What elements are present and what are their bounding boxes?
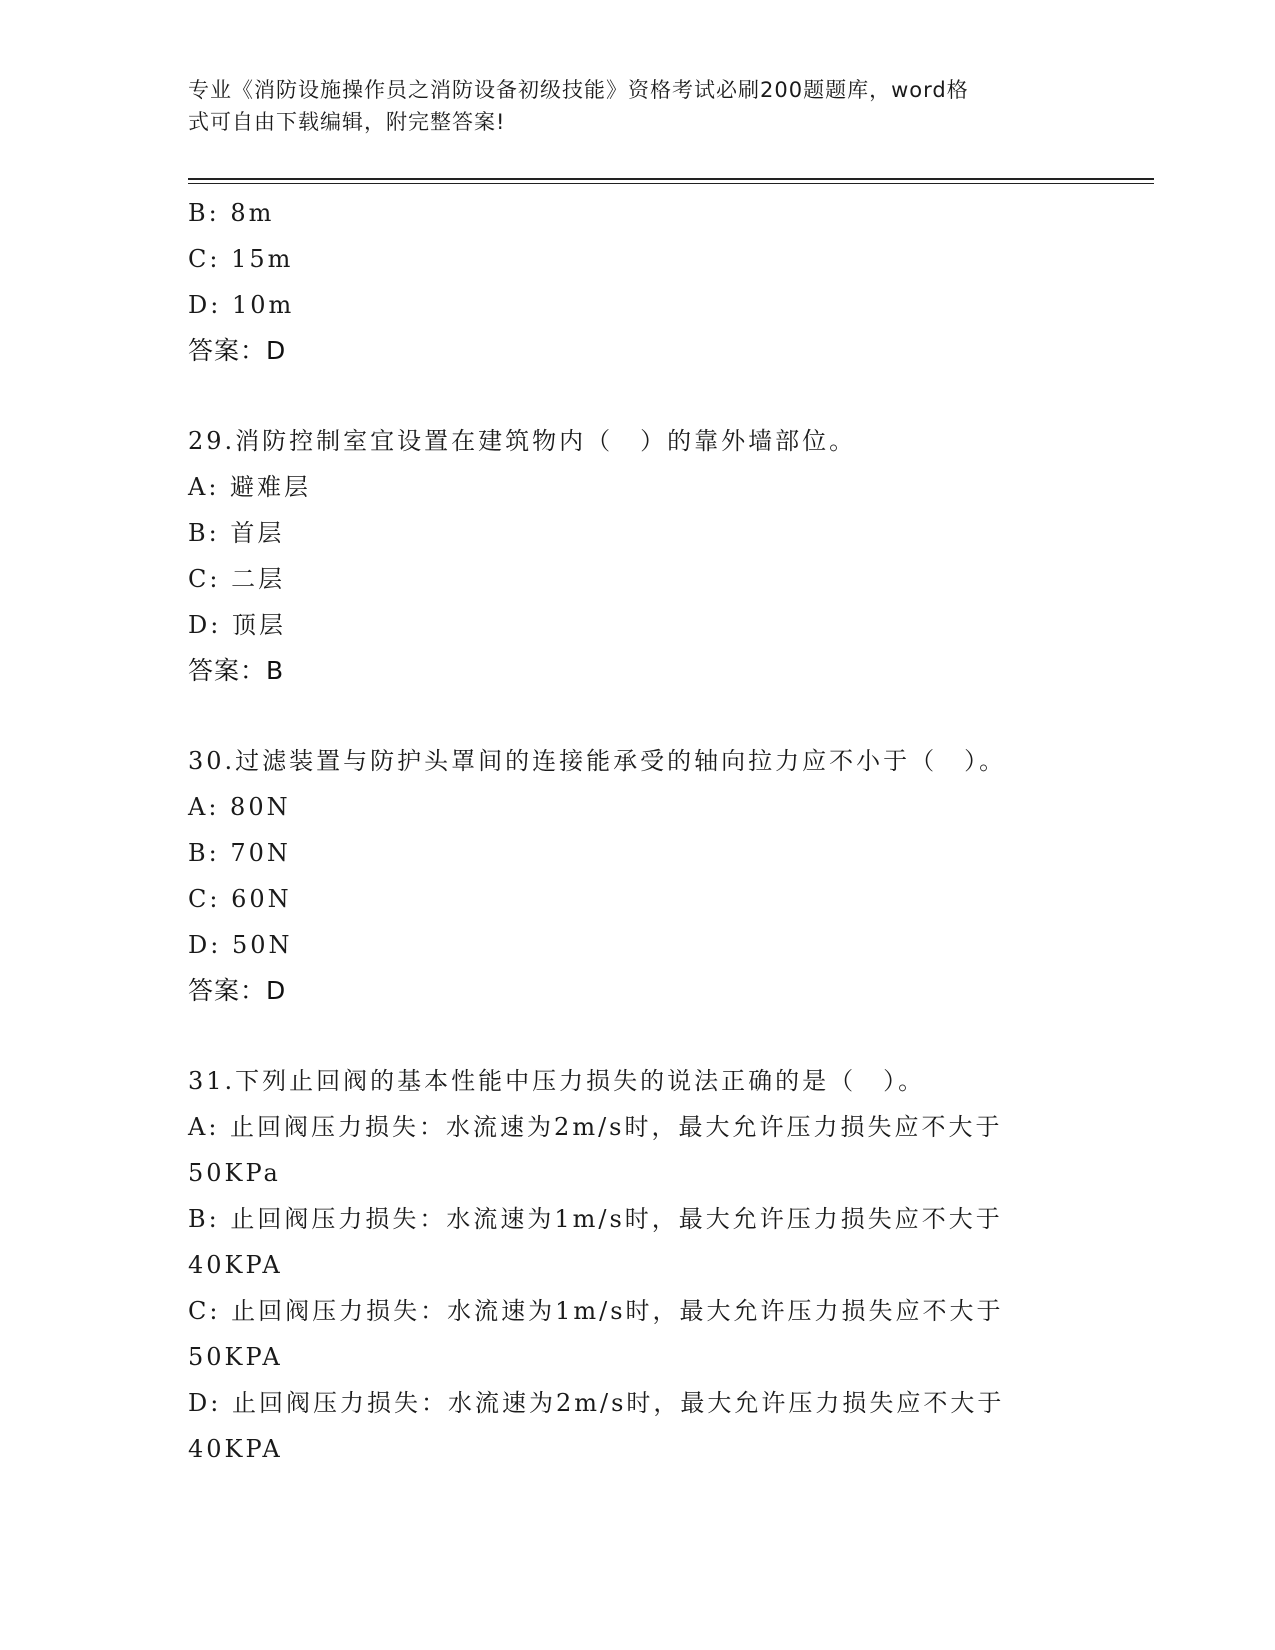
- question-31: [188, 1058, 1068, 1472]
- header-line-2: 式可自由下载编辑，附完整答案!: [188, 110, 506, 134]
- option-b-line-1: B: 止回阀压力损失：水流速为1m/s时，最大允许压力损失应不大于: [188, 1205, 1003, 1233]
- spacer: [188, 1014, 1068, 1058]
- option-b-line-2: 40KPA: [188, 1251, 283, 1279]
- question-30: [188, 738, 1068, 1014]
- page-header: [188, 74, 1068, 138]
- header-rule-thin: [188, 183, 1154, 184]
- question-29: [188, 418, 1068, 694]
- option-d: D: 50N: [188, 931, 293, 959]
- option-a-line-2: 50KPa: [188, 1159, 281, 1187]
- question-stem: 31.下列止回阀的基本性能中压力损失的说法正确的是（ ）。: [188, 1067, 926, 1095]
- option-d-line-1: D: 止回阀压力损失：水流速为2m/s时，最大允许压力损失应不大于: [188, 1389, 1005, 1417]
- question-stem: 30.过滤装置与防护头罩间的连接能承受的轴向拉力应不小于（ ）。: [188, 747, 1007, 775]
- answer: 答案：D: [188, 336, 287, 365]
- option-d: D: 10m: [188, 291, 295, 319]
- option-a: A: 避难层: [188, 473, 312, 501]
- option-b: B: 首层: [188, 519, 285, 547]
- question-stem: 29.消防控制室宜设置在建筑物内（ ）的靠外墙部位。: [188, 427, 857, 455]
- option-b: B: 8m: [188, 199, 275, 227]
- option-d: D: 顶层: [188, 611, 286, 639]
- option-c: C: 15m: [188, 245, 294, 273]
- option-c: C: 60N: [188, 885, 292, 913]
- header-line-1: 专业《消防设施操作员之消防设备初级技能》资格考试必刷200题题库，word格: [188, 78, 969, 102]
- answer: 答案：D: [188, 976, 287, 1005]
- question-28-continued: [188, 190, 1068, 374]
- answer: 答案：B: [188, 656, 285, 685]
- option-b: B: 70N: [188, 839, 291, 867]
- spacer: [188, 694, 1068, 738]
- option-c-line-1: C: 止回阀压力损失：水流速为1m/s时，最大允许压力损失应不大于: [188, 1297, 1004, 1325]
- option-d-line-2: 40KPA: [188, 1435, 283, 1463]
- option-a: A: 80N: [188, 793, 291, 821]
- question-content: [188, 190, 1068, 1472]
- spacer: [188, 374, 1068, 418]
- option-a-line-1: A: 止回阀压力损失：水流速为2m/s时，最大允许压力损失应不大于: [188, 1113, 1003, 1141]
- option-c-line-2: 50KPA: [188, 1343, 283, 1371]
- header-rule-thick: [188, 178, 1154, 180]
- option-c: C: 二层: [188, 565, 286, 593]
